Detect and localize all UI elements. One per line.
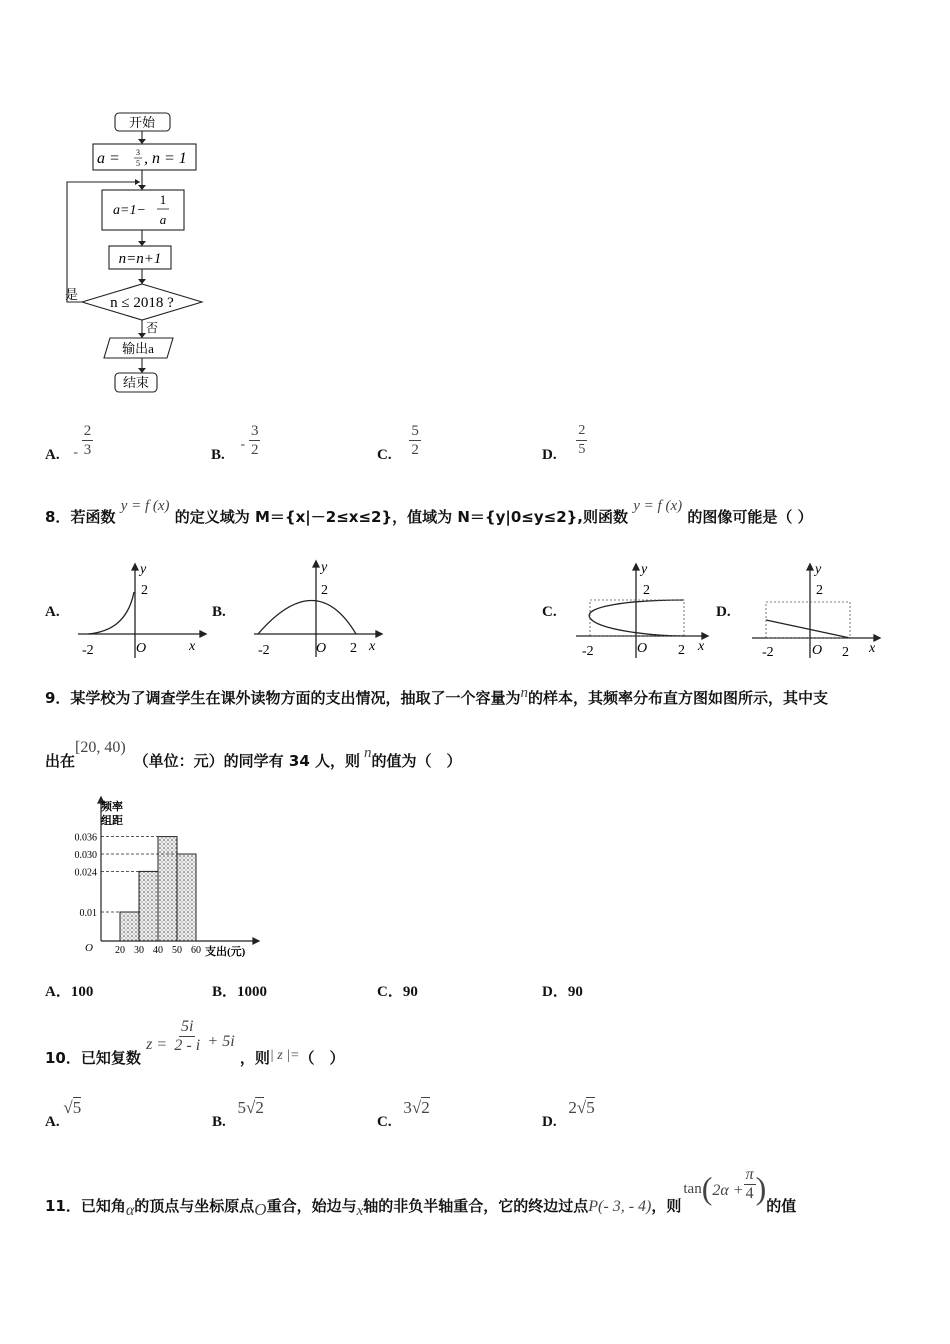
q7-option-a[interactable]: A. - $\frac{2}{3}$ [45,423,92,463]
hist-xtick-40: 40 [153,945,163,956]
svg-text:x: x [698,639,705,654]
q10-den: 2 - i [174,1037,201,1054]
q8-option-a[interactable]: A. [45,604,60,620]
q8-d-line [766,620,850,638]
hist-ylabel-top: 频率 [101,801,123,813]
q9-option-a[interactable]: A．100 [45,984,94,1000]
q7-b-den: 2 [250,442,259,458]
q7-d-num: 2 [578,423,586,438]
hist-ytick-4: 0.01 [79,908,97,919]
hist-ytick-1: 0.036 [74,832,97,844]
q10-option-d[interactable]: D. 2√5 [542,1098,595,1130]
q7-c-den: 2 [411,442,419,458]
svg-text:y: y [140,562,147,577]
q8-a-curve [88,592,134,634]
hist-bar-4 [177,854,196,941]
hist-xtick-30: 30 [134,945,144,956]
q8-stem: 8．若函数 y = f (x) 的定义域为 M＝{x|－2≤x≤2}，值域为 N＝{y|0≤y≤2},则函数 y = f (x) 的图像可能是（ ） [45,498,813,526]
svg-text:y: y [321,560,328,575]
flow-step1-den: a [159,212,167,227]
svg-text:O: O [136,641,147,656]
q7-b-num: 3 [250,423,259,439]
flow-init-den: 5 [136,159,140,168]
q10-option-b[interactable]: B. 5√2 [212,1098,264,1130]
q10-stem: 10．已知复数 z = $\frac{5i}{2 - i}$ + 5i ，则| z |=（ ） [45,1018,345,1067]
q8-graph-d [748,560,888,660]
svg-text:y: y [641,562,648,577]
q10-num: 5i [181,1018,194,1035]
q8-option-b[interactable]: B. [212,604,226,620]
svg-text:O: O [637,641,648,656]
svg-text:2: 2 [350,641,357,656]
q11-stem: 11．已知角α的顶点与坐标原点O重合，始边与x轴的非负半轴重合，它的终边过点P(- 3, - 4)，则tan(2α + $\frac{\pi}{4}$ )的值 [45,1166,797,1219]
flow-step2-text: n=n+1 [118,251,162,267]
q7-c-num: 5 [411,423,419,439]
svg-text:y: y [815,562,822,577]
hist-xlabel: 支出(元) [205,946,246,958]
hist-ytick-2: 0.030 [74,850,97,861]
svg-text:2: 2 [141,583,148,598]
flow-step1-num: 1 [159,192,167,207]
svg-text:O: O [316,641,327,656]
svg-text:-2: -2 [258,643,270,658]
q10-option-c[interactable]: C. 3√2 [377,1098,430,1130]
hist-bar-1 [120,912,139,941]
svg-text:2: 2 [842,645,849,660]
q8-graph-c [572,560,712,660]
svg-text:-2: -2 [82,643,94,658]
hist-xtick-20: 20 [115,945,125,956]
q7-a-den: 3 [83,442,92,458]
hist-bar-3 [158,837,177,941]
svg-text:2: 2 [643,583,650,598]
hist-xtick-50: 50 [172,945,182,956]
svg-text:2: 2 [321,583,328,598]
svg-text:x: x [869,641,876,656]
hist-xtick-60: 60 [191,945,201,956]
q7-option-c[interactable]: C. $\frac{5}{2}$ [377,423,419,463]
svg-text:-2: -2 [762,645,774,660]
hist-ytick-3: 0.024 [74,867,97,879]
q8-option-d[interactable]: D. [716,604,731,620]
flow-no-label: 否 [146,321,159,335]
svg-text:2: 2 [678,643,685,658]
hist-bar-2 [139,871,158,941]
svg-text:2: 2 [816,583,823,598]
flow-cond-text: n ≤ 2018 ? [110,295,174,311]
q9-stem-line1: 9．某学校为了调查学生在课外读物方面的支出情况，抽取了一个容量为n的样本，其频率分布直方图如图所示，其中支 [45,685,828,707]
q7-d-den: 5 [578,442,586,457]
q9-option-c[interactable]: C．90 [377,984,418,1000]
svg-text:-2: -2 [582,644,594,659]
flow-end-text: 结束 [122,375,150,390]
hist-ylabel-bottom: 组距 [101,815,123,827]
flow-yes-label: 是 [65,287,79,302]
q9-option-b[interactable]: B．1000 [212,984,268,1000]
q8-option-c[interactable]: C. [542,604,557,620]
q8-graph-b [250,555,390,660]
svg-text:x: x [369,639,376,654]
q8-b-curve [258,601,356,635]
q8-fx-1: y = f (x) [120,498,170,514]
flow-init-a: a = [97,150,120,167]
svg-text:x: x [189,639,196,654]
q7-option-b[interactable]: B. - $\frac{3}{2}$ [211,423,259,463]
hist-origin: O [85,942,93,954]
q8-fx-2: y = f (x) [633,498,683,514]
q9-histogram [55,795,265,967]
flowchart [60,108,220,398]
flow-step1-prefix: a=1− [113,203,146,218]
q7-a-num: 2 [83,423,92,439]
flow-init-n: , n = 1 [144,150,187,167]
flow-init-num: 3 [136,148,140,157]
svg-text:O: O [812,643,823,658]
q10-option-a[interactable]: A. √5 [45,1098,82,1130]
q7-option-d[interactable]: D. $\frac{2}{5}$ [542,423,586,463]
q9-option-d[interactable]: D．90 [542,984,583,1000]
q9-stem-line2: 出在[20, 40)（单位：元）的同学有 34 人，则 n的值为（ ） [45,739,462,770]
q8-graph-a [70,560,210,660]
flow-start-text: 开始 [128,115,156,130]
flow-output-text: 输出a [122,341,154,356]
